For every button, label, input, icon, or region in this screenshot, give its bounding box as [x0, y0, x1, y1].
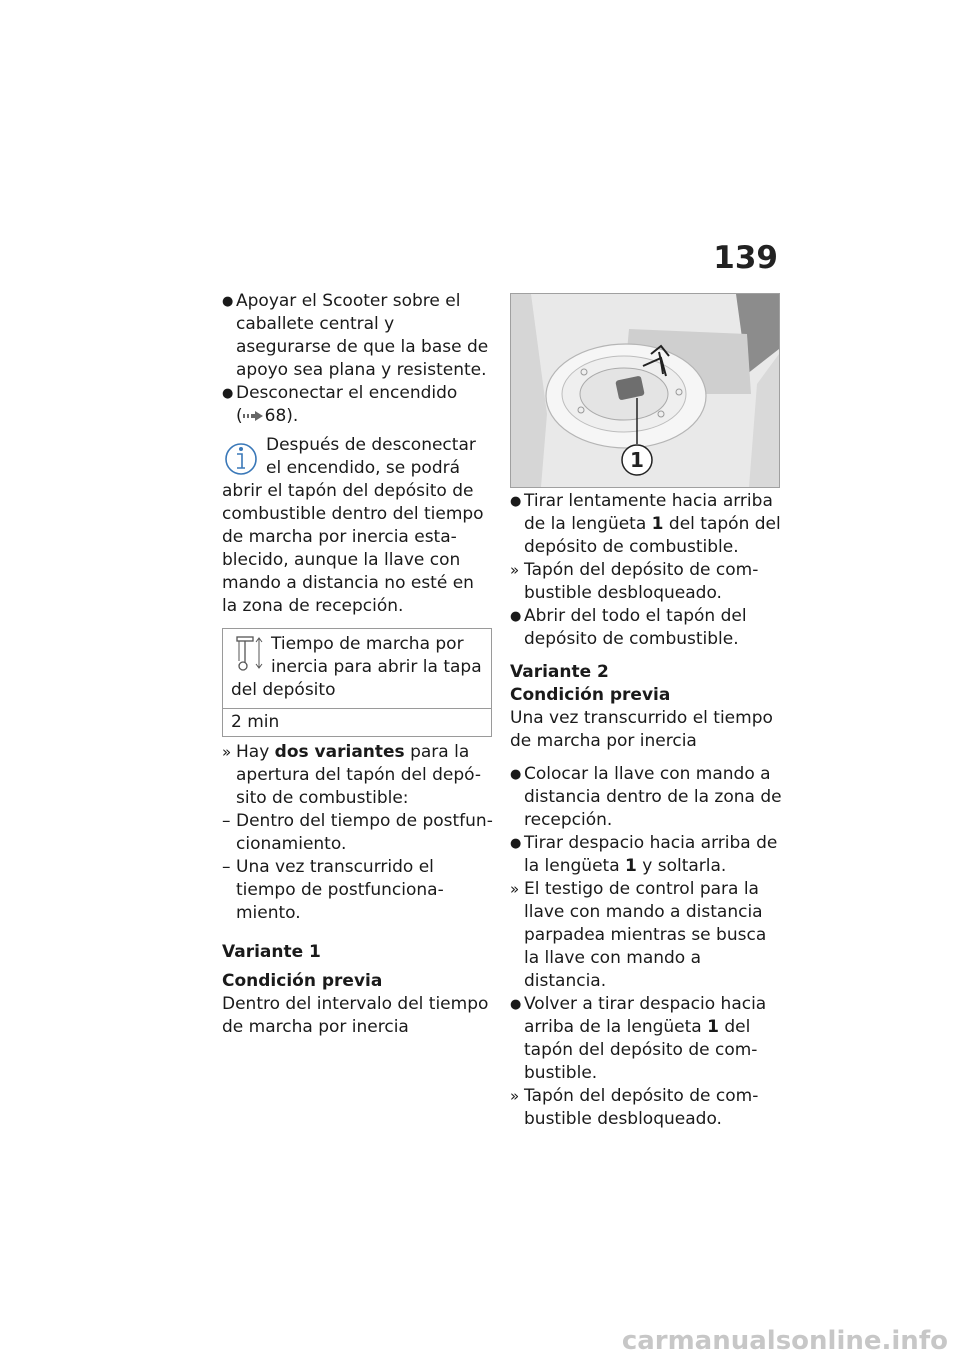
result-item: » El testigo de control para la llave con mando a distancia parpadea mientras se busca la llave con mando a distancia.	[510, 879, 767, 991]
result-item: » Tapón del depósito de com-bustible desbloqueado.	[510, 560, 759, 603]
bullet-dot-icon: ●	[222, 294, 234, 309]
bullet-dot-icon: ●	[510, 767, 522, 782]
spec-label: Tiempo de marcha por inercia para abrir la tapa del depósito	[231, 634, 482, 700]
callout-ref: 1	[651, 514, 664, 534]
list-item: ● Tirar despacio hacia arriba de la lengüeta 1 y soltarla.	[510, 833, 778, 876]
dash-icon: –	[222, 811, 231, 831]
condition-heading: Condición previa	[510, 685, 671, 705]
page-ref-arrow-icon	[243, 410, 265, 422]
callout-ref: 1	[707, 1017, 719, 1037]
callout-ref: 1	[625, 856, 637, 876]
spec-label-cell	[223, 629, 491, 709]
dash-icon: –	[222, 857, 231, 877]
gauge-icon	[231, 633, 265, 677]
result-item: » Tapón del depósito de com-bustible desbloqueado.	[510, 1086, 759, 1129]
result-arrow-icon: »	[510, 561, 520, 579]
bullet-dot-icon: ●	[222, 386, 234, 401]
result-arrow-icon: »	[222, 743, 232, 761]
list-item: ● Desconectar el encendido ( 68).	[222, 383, 458, 426]
condition-heading: Condición previa	[222, 971, 383, 991]
page-number: 139	[713, 240, 778, 276]
list-item: ● Apoyar el Scooter sobre el caballete central y asegurarse de que la base de apoyo sea plana y resistente.	[222, 291, 489, 380]
list-item: ● Abrir del todo el tapón del depósito de combustible.	[510, 606, 747, 649]
callout-label: 1	[630, 448, 644, 472]
bullet-dot-icon: ●	[510, 609, 522, 624]
bullet-dot-icon: ●	[510, 836, 522, 851]
variant-heading: Variante 1	[222, 942, 321, 962]
bullet-dot-icon: ●	[510, 997, 522, 1012]
spec-table	[222, 628, 492, 737]
dash-item: – Dentro del tiempo de postfun-cionamiento.	[222, 811, 493, 854]
info-note	[222, 434, 494, 618]
result-arrow-icon: »	[510, 1087, 520, 1105]
list-item: ● Tirar lentamente hacia arriba de la lengüeta 1 del tapón del depósito de combustible.	[510, 491, 781, 557]
variant-heading: Variante 2	[510, 662, 609, 682]
right-column	[510, 490, 782, 1131]
fuel-cap-illustration	[510, 293, 780, 488]
dash-item: – Una vez transcurrido el tiempo de postfunciona-miento.	[222, 857, 444, 923]
info-note-text: Después de desconectar el encendido, se podrá abrir el tapón del depósito de combustible dentro del tiempo de marcha por inercia esta-blecido, aunque la llave con mando a distancia no esté en la zona de recepción.	[222, 435, 484, 616]
left-column	[222, 290, 494, 1039]
result-arrow-icon: »	[510, 880, 520, 898]
info-icon	[222, 434, 260, 478]
result-item: » Hay dos variantes para la apertura del tapón del depó-sito de combustible:	[222, 742, 482, 808]
fuel-cap-drawing	[511, 294, 779, 487]
watermark: carmanualsonline.info	[621, 1326, 948, 1356]
condition-text: Una vez transcurrido el tiempo de marcha por inercia	[510, 708, 773, 751]
list-item: ● Volver a tirar despacio hacia arriba de la lengüeta 1 del tapón del depósito de com-bustible.	[510, 994, 767, 1083]
spec-value: 2 min	[231, 712, 280, 732]
condition-text: Dentro del intervalo del tiempo de marcha por inercia	[222, 994, 489, 1037]
page-reference-link[interactable]: 68).	[264, 406, 299, 426]
bullet-dot-icon: ●	[510, 494, 522, 509]
list-item: ● Colocar la llave con mando a distancia dentro de la zona de recepción.	[510, 764, 782, 830]
